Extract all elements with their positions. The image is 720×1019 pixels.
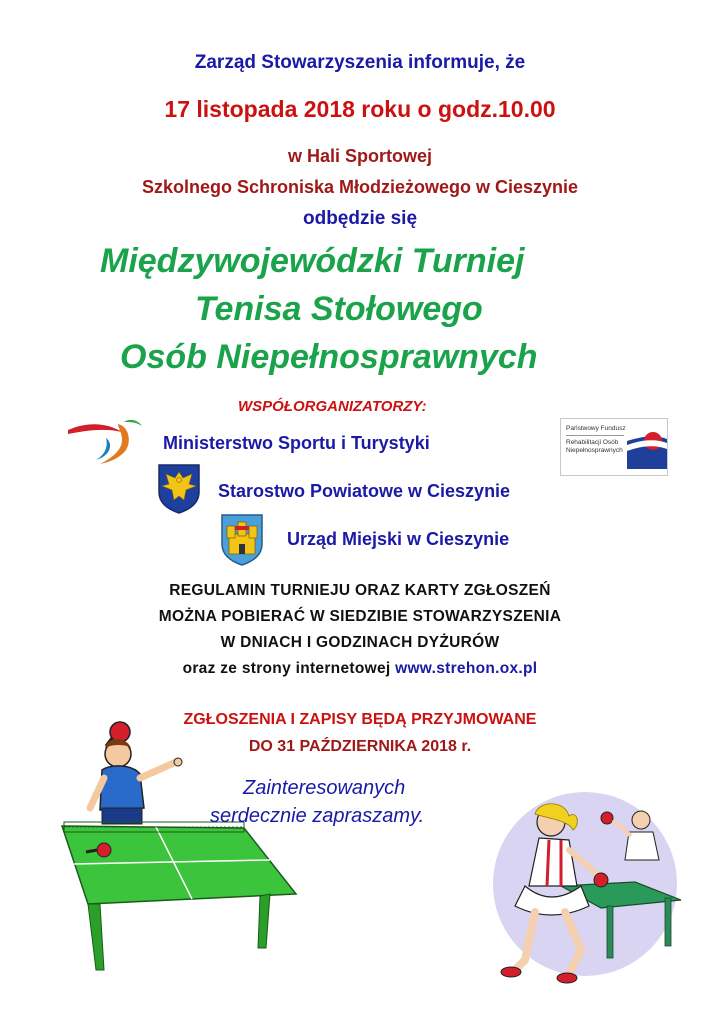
invite-line-1: Zainteresowanych (243, 777, 406, 799)
deadline-line-1: ZGŁOSZENIA I ZAPISY BĘDĄ PRZYJMOWANE (183, 711, 537, 728)
regulations-website-prefix: oraz ze strony internetowej (182, 660, 396, 677)
announcement-intro: Zarząd Stowarzyszenia informuje, że (194, 52, 526, 73)
deadline-line-2: DO 31 PAŹDZIERNIKA 2018 r. (248, 738, 472, 755)
pfron-emblem-icon (627, 425, 667, 469)
invite-line-2: serdecznie zapraszamy. (210, 805, 425, 827)
regulations-line-4 (0, 660, 720, 678)
regulations-line-1: REGULAMIN TURNIEJU ORAZ KARTY ZGŁOSZEŃ (169, 582, 551, 599)
regulations-line-3: W DNIACH I GODZINACH DYŻURÓW (220, 634, 500, 651)
ping-pong-player-illustration (60, 718, 300, 978)
girls-playing-illustration (485, 790, 685, 990)
coorganizer-county: Starostwo Powiatowe w Cieszynie (218, 481, 511, 501)
title-line-2: Tenisa Stołowego (195, 290, 483, 328)
pfron-logo-line-1: Państwowy Fundusz (566, 425, 626, 432)
coorganizer-city: Urząd Miejski w Cieszynie (287, 529, 510, 549)
city-crest-icon (219, 512, 265, 566)
regulations-line-2: MOŻNA POBIERAĆ W SIEDZIBIE STOWARZYSZENIA (158, 608, 562, 625)
pfron-logo-line-3: Niepełnosprawnych (566, 447, 623, 454)
venue-line-2: Szkolnego Schroniska Młodzieżowego w Cieszynie (141, 177, 579, 197)
eagle-crest-icon (156, 462, 202, 514)
title-line-3: Osób Niepełnosprawnych (120, 338, 538, 376)
pfron-logo (560, 418, 668, 476)
venue-line-1: w Hali Sportowej (287, 146, 433, 166)
event-date: 17 listopada 2018 roku o godz.10.00 (164, 96, 556, 122)
website-link[interactable]: www.strehon.ox.pl (395, 660, 538, 677)
ministry-logo-icon (66, 418, 146, 468)
pfron-logo-line-2: Rehabilitacji Osób (566, 439, 619, 446)
will-take-place: odbędzie się (302, 208, 418, 229)
coorganizers-heading: WSPÓŁORGANIZATORZY: (238, 398, 427, 415)
title-line-1: Międzywojewódzki Turniej (100, 242, 525, 280)
coorganizer-ministry: Ministerstwo Sportu i Turystyki (163, 433, 430, 453)
